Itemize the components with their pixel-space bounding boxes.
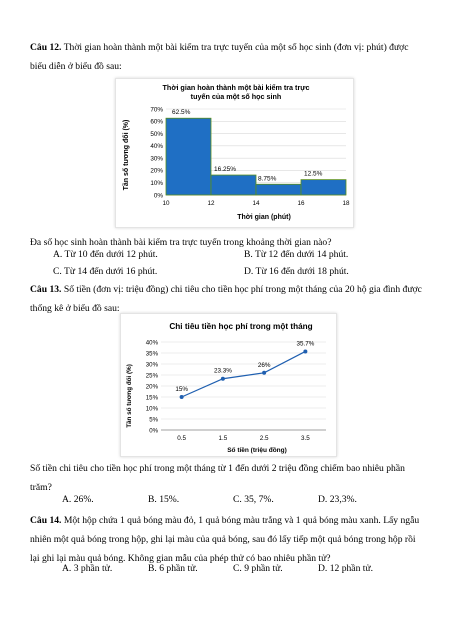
chart-2-data-label: 26% <box>257 361 271 369</box>
chart-1-data-label: 16.25% <box>214 166 237 174</box>
chart-1-data-label: 62.5% <box>172 109 191 117</box>
chart-2-xtick: 2.5 <box>259 435 269 442</box>
chart-1-ytick: 40% <box>150 143 163 151</box>
chart-1-ytick: 60% <box>150 118 163 126</box>
q13-number: Câu 13. <box>30 284 62 295</box>
q14-number: Câu 14. <box>30 515 62 526</box>
chart-2-ytick: 5% <box>149 416 158 424</box>
chart-2-ytick: 30% <box>145 361 158 369</box>
chart-1-bar <box>211 175 256 195</box>
chart-1-bar <box>301 180 346 195</box>
chart-2-data-label: 15% <box>175 386 188 393</box>
chart-2-point <box>262 371 266 375</box>
q12-stem <box>30 38 422 76</box>
chart-1-xtick: 14 <box>252 200 260 207</box>
chart-2-data-label: 23.3% <box>213 367 232 375</box>
chart-1-data-label: 8.75% <box>258 175 277 183</box>
chart-2-point <box>180 395 184 399</box>
chart-1-svg <box>116 79 353 227</box>
chart-1-title-line2: tuyến của một số học sinh <box>190 92 282 101</box>
chart-2-ytick: 10% <box>145 405 158 413</box>
chart-1-ytick: 10% <box>150 180 163 188</box>
chart-2-ytick: 40% <box>145 339 158 347</box>
chart-2-ytick: 35% <box>145 350 158 358</box>
chart-1-xtick: 12 <box>207 200 215 207</box>
chart-2-point <box>303 349 307 353</box>
chart-1-bar <box>166 118 211 195</box>
chart-1-xlabel: Thời gian (phút) <box>237 214 291 221</box>
q12-question: Đa số học sinh hoàn thành bài kiểm tra trực tuyến trong khoảng thời gian nào? <box>30 237 332 248</box>
chart-1-ytick: 50% <box>150 130 163 138</box>
chart-1-ytick: 0% <box>153 192 163 200</box>
q12-number: Câu 12. <box>30 42 62 53</box>
chart-2-ytick: 0% <box>149 427 158 435</box>
chart-2-xtick: 1.5 <box>218 435 228 442</box>
q13-option-d[interactable]: D. 23,3%. <box>318 494 357 505</box>
q12-option-b[interactable]: B. Từ 12 đến dưới 14 phút. <box>244 249 349 260</box>
chart-1-bar <box>256 184 301 195</box>
chart-2-series-line <box>182 351 306 397</box>
q13-option-a[interactable]: A. 26%. <box>62 494 94 505</box>
q13-question: Số tiền chi tiêu cho tiền học phí trong một tháng từ 1 đến dưới 2 triệu đồng chiếm bao nhiêu phần trăm? <box>30 463 405 493</box>
chart-1-title-line1: Thời gian hoàn thành một bài kiểm tra trực <box>162 83 310 92</box>
chart-2-point <box>221 377 225 381</box>
chart-1-ytick: 70% <box>150 106 163 114</box>
q14-option-c[interactable]: C. 9 phần tử. <box>233 563 283 574</box>
q14-option-d[interactable]: D. 12 phần tử. <box>318 563 374 574</box>
chart-1-ytick: 30% <box>150 155 163 163</box>
chart-1-ytick: 20% <box>150 167 163 175</box>
chart-1 <box>115 78 354 228</box>
chart-1-xtick: 10 <box>162 200 170 207</box>
q12-text: Thời gian hoàn thành một bài kiểm tra trực tuyến của một số học sinh (đơn vị: phút) được biểu diễn ở biểu đồ sau: <box>30 42 409 72</box>
q14-option-a[interactable]: A. 3 phần tử. <box>62 563 113 574</box>
chart-1-xtick: 16 <box>297 200 305 207</box>
q13-option-c[interactable]: C. 35, 7%. <box>233 494 274 505</box>
q13-option-b[interactable]: B. 15%. <box>148 494 180 505</box>
chart-2-ylabel: Tần số tương đối (%) <box>126 364 133 428</box>
chart-2 <box>120 313 337 457</box>
q12-option-a[interactable]: A. Từ 10 đến dưới 12 phút. <box>53 249 158 260</box>
q12-option-c[interactable]: C. Từ 14 đến dưới 16 phút. <box>53 266 158 277</box>
chart-2-title: Chi tiêu tiền học phí trong một tháng <box>169 322 313 331</box>
q12-option-d[interactable]: D. Từ 16 đến dưới 18 phút. <box>244 266 349 277</box>
q14-text: Một hộp chứa 1 quả bóng màu đỏ, 1 quả bóng màu trắng và 1 quả bóng màu xanh. Lấy ngẫu nhiên một quả bóng trong hộp, ghi lại màu của quả bóng, sau đó lấy tiếp một quả bóng trong hộp rồi lại ghi lại màu quả bóng. Không gian mẫu của phép thử có bao nhiêu phần tử? <box>30 515 420 564</box>
chart-1-xtick: 18 <box>342 200 350 207</box>
chart-2-xtick: 3.5 <box>300 435 310 442</box>
q14-stem <box>30 511 422 568</box>
chart-1-data-label: 12.5% <box>304 170 323 178</box>
chart-2-ytick: 20% <box>145 383 158 391</box>
chart-2-xlabel: Số tiền (triệu đồng) <box>227 447 287 454</box>
q13-text: Số tiền (đơn vị: triệu đồng) chi tiêu cho tiền học phí trong một tháng của 20 hộ gia đình được thống kê ở biểu đồ sau: <box>30 284 422 314</box>
chart-2-ytick: 25% <box>145 372 158 380</box>
chart-2-svg <box>121 314 336 456</box>
chart-2-xtick: 0.5 <box>177 435 187 442</box>
chart-1-ylabel: Tần số tương đối (%) <box>123 119 130 191</box>
chart-2-data-label: 35.7% <box>296 340 315 348</box>
q14-option-b[interactable]: B. 6 phần tử. <box>148 563 198 574</box>
chart-2-ytick: 15% <box>145 394 158 402</box>
